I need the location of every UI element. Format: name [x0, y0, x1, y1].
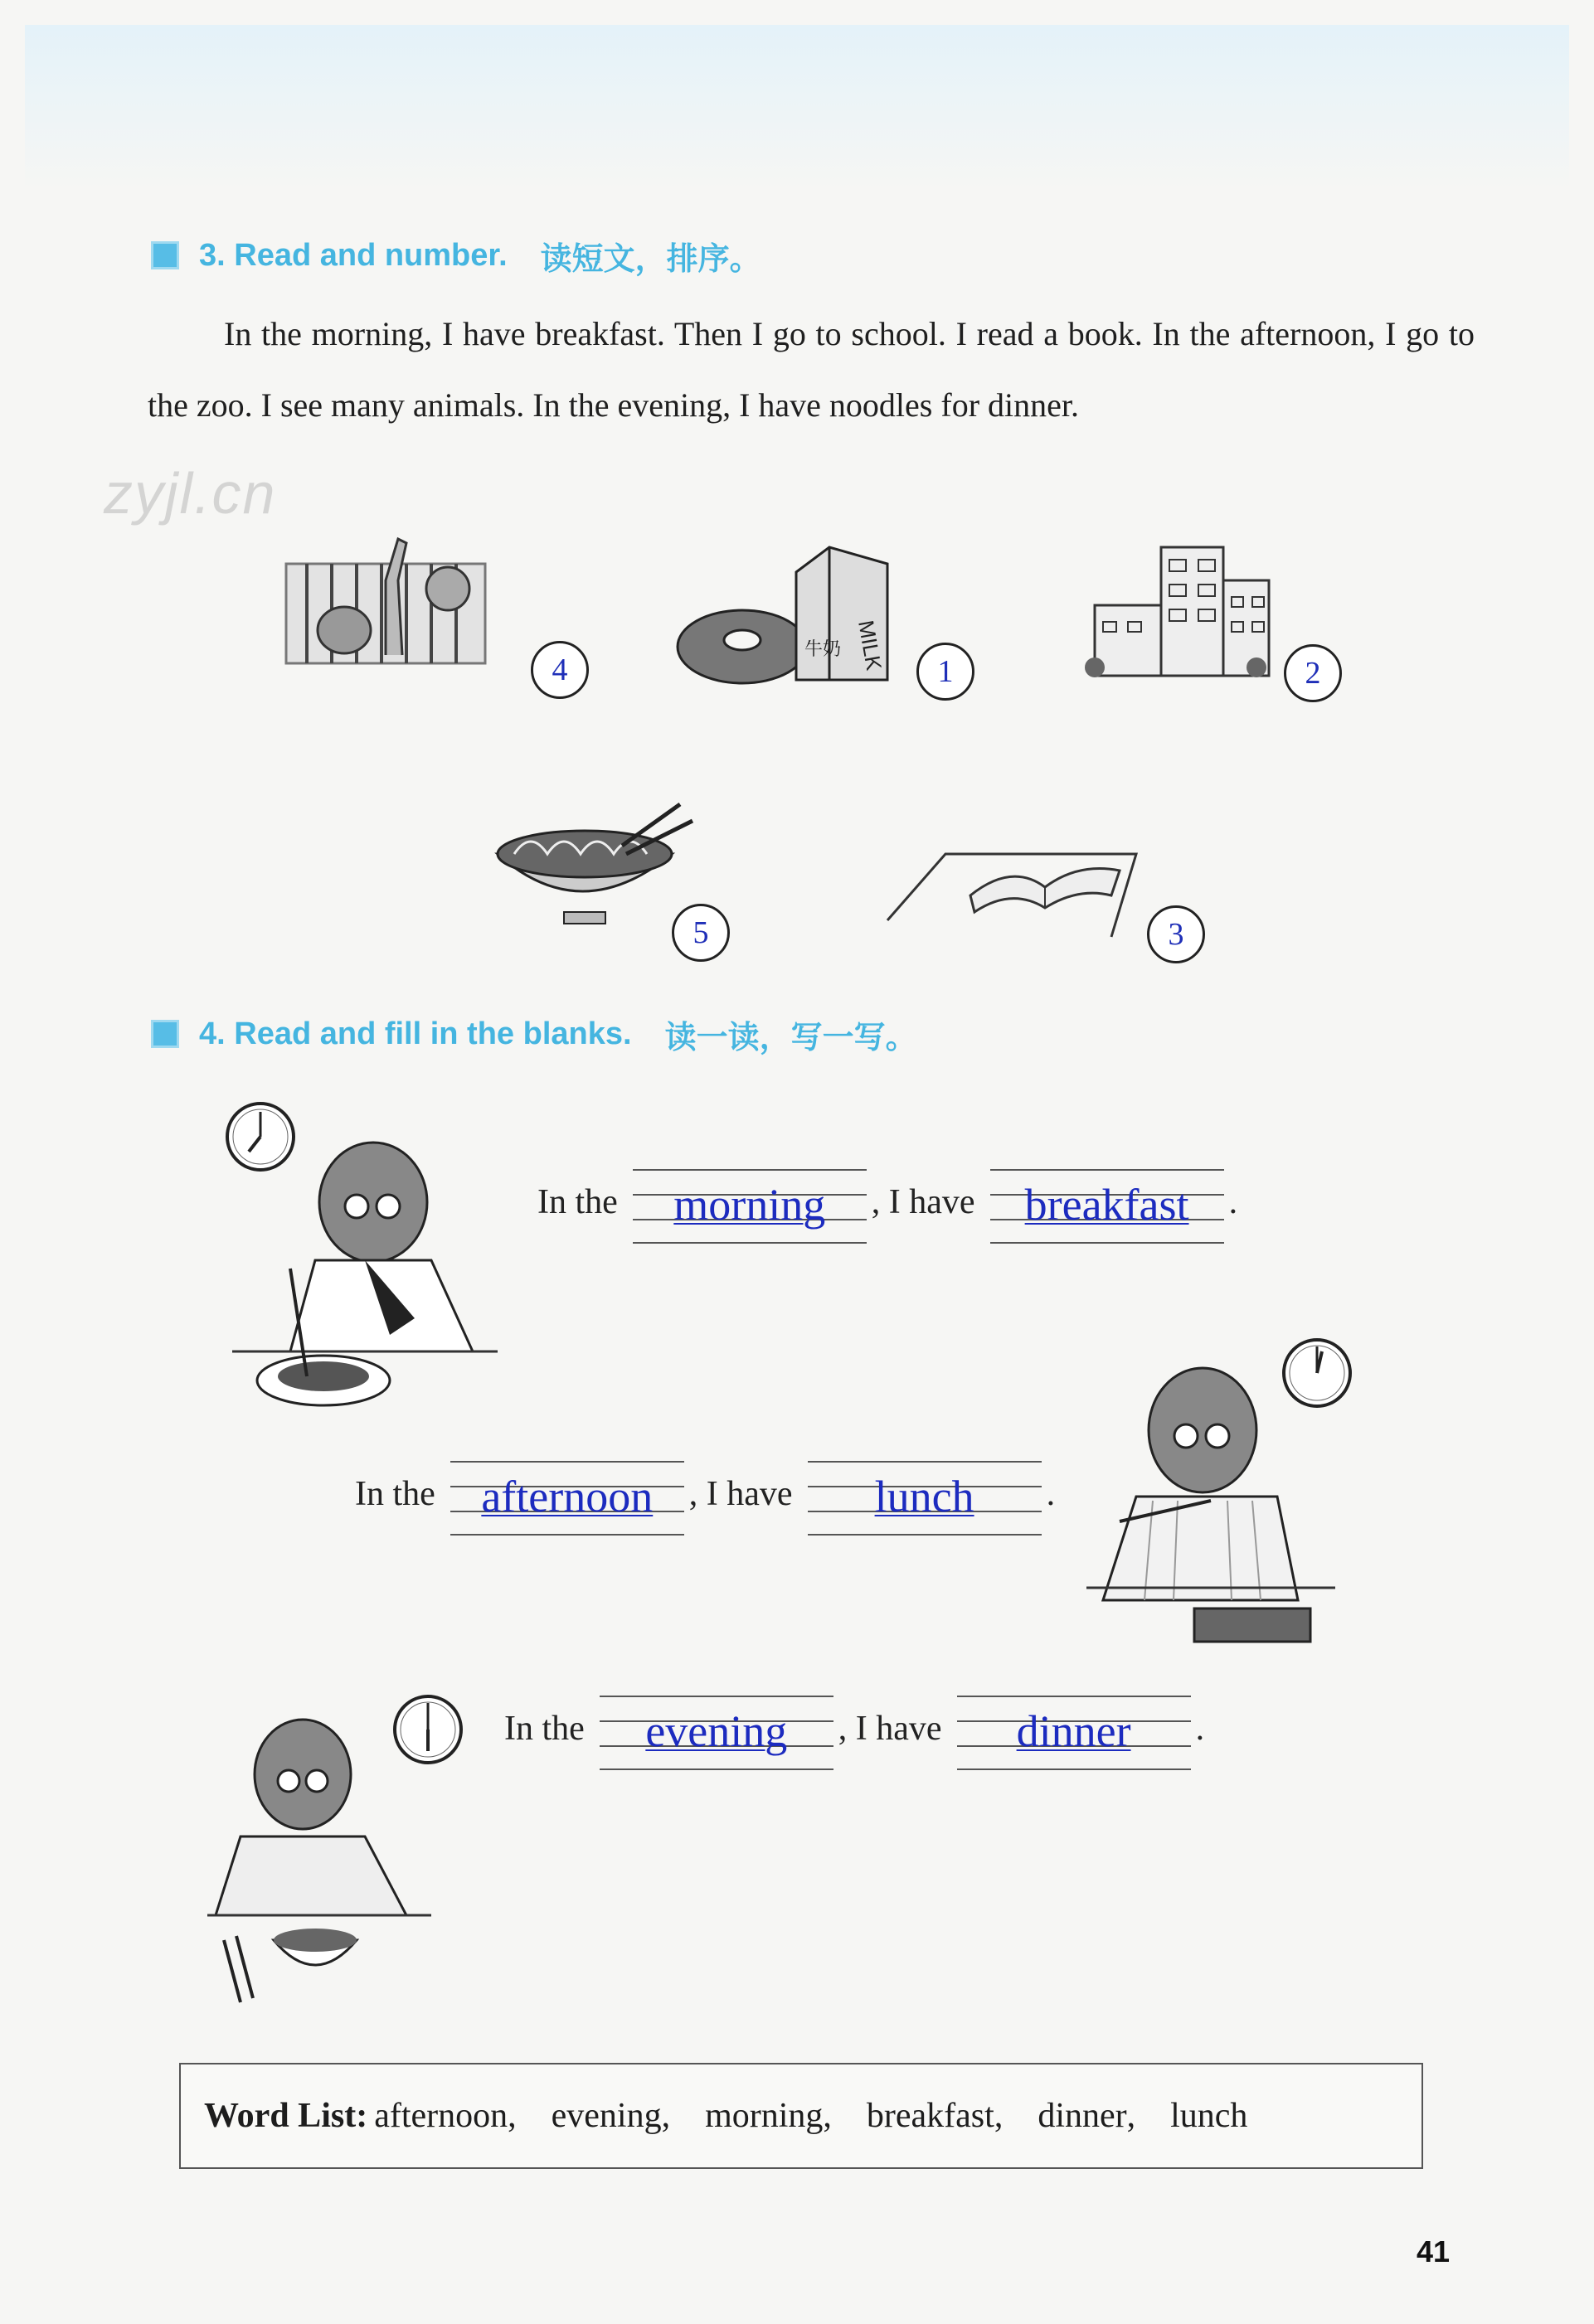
- number-circle-breakfast: 1: [916, 643, 974, 701]
- blank-afternoon-time[interactable]: [450, 1461, 684, 1536]
- section-marker-icon: [151, 1020, 179, 1048]
- row-middle: , I have: [688, 1475, 793, 1513]
- blank-evening-meal[interactable]: [957, 1696, 1191, 1770]
- row-suffix: .: [1228, 1183, 1238, 1221]
- word-list-item: lunch: [1170, 2097, 1248, 2135]
- section-4-title: [151, 1013, 917, 1055]
- fill-row-afternoon: [355, 1461, 1055, 1536]
- page-number: 41: [1417, 2234, 1451, 2268]
- word-list-item: dinner: [1038, 2097, 1127, 2135]
- number-circle-book: 3: [1147, 905, 1205, 963]
- fill-row-evening: [504, 1696, 1204, 1770]
- blank-morning-meal[interactable]: [990, 1169, 1224, 1244]
- section-4-title-en: 4. Read and fill in the blanks.: [199, 1016, 632, 1051]
- page-header-band: [25, 25, 1569, 191]
- number-circle-zoo: 4: [531, 641, 589, 699]
- blank-afternoon-meal[interactable]: [808, 1461, 1042, 1536]
- answer-breakfast: breakfast: [1024, 1180, 1189, 1230]
- fill-row-morning: [537, 1169, 1237, 1244]
- section-3-title-en: 3. Read and number.: [199, 237, 508, 273]
- word-list-box: Word List: afternoon , evening , morning , breakfast , dinner , lunch: [179, 2063, 1423, 2169]
- word-list-label: Word List:: [204, 2097, 368, 2135]
- number-circle-noodles: 5: [672, 904, 730, 962]
- boy-eating-dinner-picture: [207, 1716, 440, 2015]
- blank-evening-time[interactable]: [600, 1696, 833, 1770]
- word-list-item: evening: [551, 2097, 662, 2135]
- breakfast-picture: [672, 539, 904, 688]
- row-suffix: .: [1046, 1475, 1056, 1513]
- reading-passage: In the morning, I have breakfast. Then I go to school. I read a book. In the afternoon, I go to the zoo. I see many animals. In the evening, I have noodles for dinner.: [148, 315, 1475, 424]
- word-list-item: morning: [705, 2097, 824, 2135]
- answer-morning: morning: [673, 1180, 826, 1230]
- milk-label-cn: 牛奶: [804, 639, 842, 660]
- answer-afternoon: afternoon: [481, 1472, 654, 1521]
- row-prefix: In the: [537, 1183, 618, 1221]
- book-picture: [879, 829, 1144, 945]
- section-3-title: [151, 235, 761, 276]
- row-middle: , I have: [871, 1183, 975, 1221]
- section-marker-icon: [151, 241, 179, 269]
- answer-lunch: lunch: [874, 1472, 974, 1521]
- boy-eating-lunch-picture: [1086, 1360, 1344, 1658]
- section-4-title-cn: 读一读，写一写。: [664, 1018, 917, 1055]
- number-circle-school: 2: [1284, 644, 1342, 702]
- milk-label: MILK: [853, 618, 887, 672]
- answer-dinner: dinner: [1016, 1706, 1131, 1756]
- noodles-picture: [481, 796, 705, 937]
- section-3-title-cn: 读短文，排序。: [540, 240, 761, 277]
- answer-evening: evening: [645, 1706, 788, 1756]
- watermark: zyjl.cn: [104, 461, 277, 526]
- zoo-picture: [282, 531, 498, 672]
- row-prefix: In the: [504, 1710, 585, 1748]
- row-prefix: In the: [355, 1475, 435, 1513]
- row-suffix: .: [1195, 1710, 1205, 1748]
- row-middle: , I have: [838, 1710, 942, 1748]
- school-picture: [1078, 539, 1277, 688]
- word-list-item: afternoon: [374, 2097, 508, 2135]
- boy-eating-breakfast-picture: [224, 1136, 506, 1426]
- blank-morning-time[interactable]: [633, 1169, 867, 1244]
- word-list-item: breakfast: [866, 2097, 994, 2135]
